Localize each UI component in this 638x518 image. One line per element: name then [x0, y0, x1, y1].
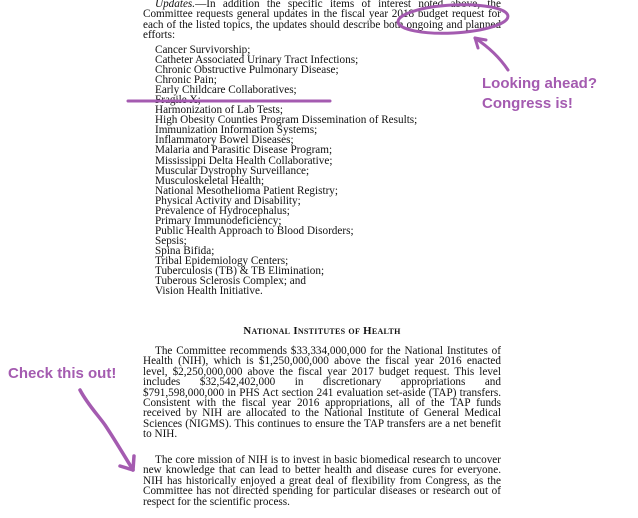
nih-paragraph-2-text: The core mission of NIH is to invest in basic biomedical research to uncover new knowledge that can lead to better health and disease cures for everyone. NIH has historically enjoyed a great deal of flexibility from Congress, as the Committee has not directed spending for particular diseases or research out of respect for the scientific process.	[143, 454, 501, 508]
section-heading-text: National Institutes of Health	[243, 325, 401, 337]
intro-text: —In addition the specific items of interest noted above, the Committee requests general updates in the fiscal year 2018 budget request for each of the listed topics, the updates should describe both ongoing and planned efforts:	[143, 0, 501, 42]
list-item: Malaria and Parasitic Disease Program;	[155, 144, 333, 157]
list-item: Catheter Associated Urinary Tract Infections;	[155, 54, 359, 67]
list-item: Tuberous Sclerosis Complex; and	[155, 275, 306, 288]
list-item: National Mesothelioma Patient Registry;	[155, 184, 339, 197]
list-item: Cancer Survivorship;	[155, 44, 251, 56]
list-item: Immunization Information Systems;	[155, 124, 318, 137]
list-item: Tribal Epidemiology Centers;	[155, 254, 289, 267]
nih-paragraph-2	[143, 455, 501, 507]
callout-top-arrow	[475, 38, 508, 70]
list-item: Public Health Approach to Blood Disorders;	[155, 224, 354, 237]
topics-list	[155, 45, 417, 296]
list-item: Primary Immunodeficiency;	[155, 214, 282, 227]
nih-paragraph-1	[143, 346, 501, 440]
list-item: Muscular Dystrophy Surveillance;	[155, 164, 310, 177]
list-item: Fragile X;	[155, 94, 201, 107]
section-heading	[143, 325, 501, 337]
list-item: Vision Health Initiative.	[155, 285, 263, 298]
callout-left-arrowhead	[120, 456, 134, 470]
callout-left-arrow	[80, 390, 133, 470]
list-item: Chronic Obstructive Pulmonary Disease;	[155, 64, 339, 77]
list-item: Sepsis;	[155, 234, 187, 247]
intro-paragraph	[143, 0, 501, 41]
list-item: High Obesity Counties Program Dissemination of Results;	[155, 114, 418, 127]
list-item: Prevalence of Hydrocephalus;	[155, 204, 290, 217]
list-item: Inflammatory Bowel Diseases;	[155, 134, 294, 147]
list-item: Physical Activity and Disability;	[155, 194, 301, 207]
list-item: Tuberculosis (TB) & TB Elimination;	[155, 265, 325, 278]
list-item: Spina Bifida;	[155, 244, 215, 257]
intro-label: Updates.	[155, 0, 196, 10]
list-item: Chronic Pain;	[155, 74, 217, 87]
list-item: Musculoskeletal Health;	[155, 174, 265, 187]
list-item: Mississippi Delta Health Collaborative;	[155, 154, 333, 167]
callout-looking-ahead: Looking ahead? Congress is!	[482, 75, 598, 112]
callout-check-this-out: Check this out!	[8, 365, 117, 382]
list-item: Early Childcare Collaboratives;	[155, 84, 297, 97]
nih-paragraph-1-text: The Committee recommends $33,334,000,000 for the National Institutes of Health (NIH), which is $1,250,000,000 above the fiscal year 2016 enacted level, $2,250,000,000 above the fiscal year 2017 budget request. This level includes $32,542,402,000 in discretionary appropriations and $791,598,000,000 in PHS Act section 241 evaluation set-aside (TAP) transfers. Consistent with the fiscal year 2016 appropriations, all of the TAP funds received by NIH are allocated to the National Institute of General Medical Sciences (NIGMS). This continues to ensure the TAP transfers are a net benefit to NIH.	[143, 345, 501, 441]
list-item: Harmonization of Lab Tests;	[155, 104, 283, 117]
